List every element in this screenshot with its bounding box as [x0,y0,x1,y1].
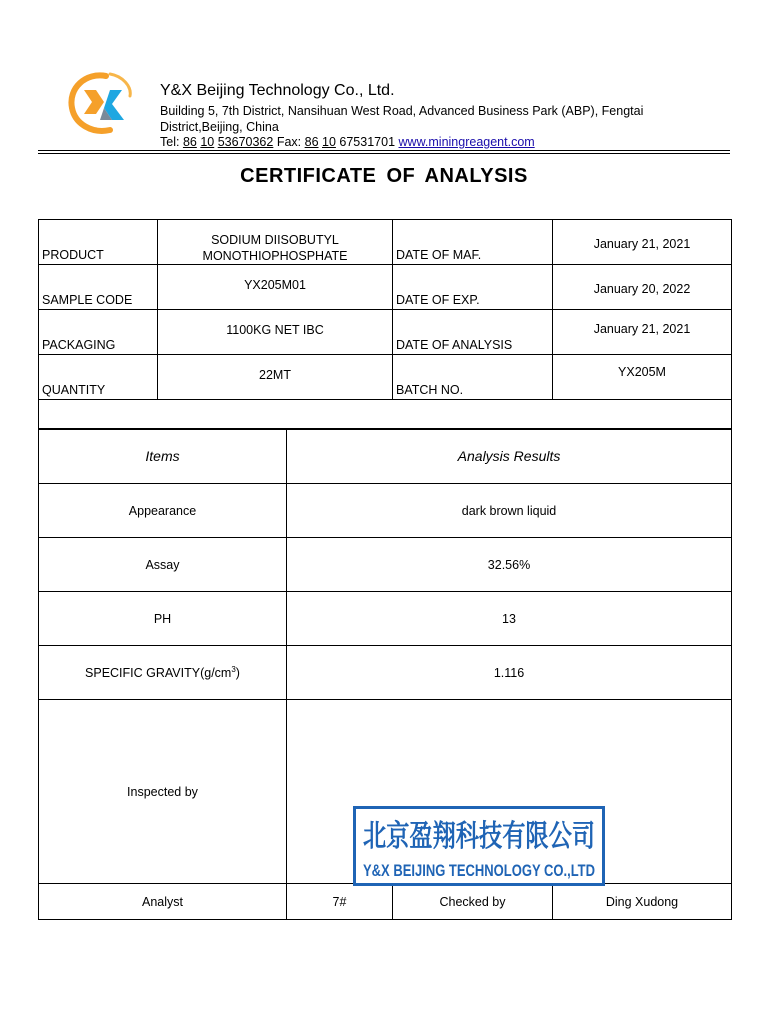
yx-logo-icon [66,70,136,136]
info-row-packaging [39,310,732,355]
product-value [158,220,393,265]
product-label: PRODUCT [39,220,158,265]
packaging-value: 1100KG NET IBC [158,310,393,355]
date-analysis-label: DATE OF ANALYSIS [393,310,553,355]
tel-area-code: 10 [200,135,215,149]
signature-row [39,884,732,920]
table-row [39,484,732,538]
packaging-label: PACKAGING [39,310,158,355]
sg-label: SPECIFIC GRAVITY(g/cm [85,666,232,681]
fax-country-code: 86 [304,135,319,149]
results-header: Analysis Results [287,429,732,484]
date-maf-value: January 21, 2021 [553,220,732,265]
info-row-quantity [39,355,732,400]
fax-area-code: 10 [322,135,336,149]
table-row [39,646,732,700]
sample-code-label: SAMPLE CODE [39,265,158,310]
document-title: CERTIFICATE OF ANALYSIS [240,165,528,187]
batch-value: YX205M [553,355,732,400]
analysis-header-row [39,429,732,484]
address-line-1: Building 5, 7th District, Nansihuan West Road, Advanced Business Park (ABP), Fengtai [160,104,644,118]
analyst-value: 7# [287,884,393,920]
item-appearance: Appearance [39,484,287,538]
product-value-line2: MONOTHIOPHOSPHATE [202,249,348,263]
tel-label: Tel: [160,135,180,149]
table-row [39,538,732,592]
header-divider [38,150,730,151]
item-ph: PH [39,592,287,646]
quantity-value: 22MT [158,355,393,400]
date-maf-label: DATE OF MAF. [393,220,553,265]
item-assay: Assay [39,538,287,592]
tel-number: 53670362 [217,135,274,149]
sg-superscript: 3 [231,664,236,674]
address-line-2: District,Beijing, China [160,120,279,134]
sg-suffix: ) [235,666,240,681]
date-analysis-value: January 21, 2021 [553,310,732,355]
items-header: Items [39,429,287,484]
sample-code-value: YX205M01 [158,265,393,310]
stamp-chinese-text: 北京盈翔科技有限公司 [363,819,595,854]
header-divider-thin [38,153,730,154]
fax-label: Fax: [276,135,302,149]
item-specific-gravity [39,646,287,700]
blank-cell [39,400,732,430]
product-value-line1: SODIUM DIISOBUTYL [211,233,339,247]
result-ph: 13 [287,592,732,646]
info-row-sample [39,265,732,310]
result-appearance: dark brown liquid [287,484,732,538]
batch-label: BATCH NO. [393,355,553,400]
company-name: Y&X Beijing Technology Co., Ltd. [160,82,395,99]
result-assay: 32.56% [287,538,732,592]
info-row-product [39,220,732,265]
company-stamp [353,806,605,886]
company-contact [160,135,535,149]
fax-number: 67531701 [339,135,396,149]
tel-country-code: 86 [182,135,197,149]
info-row-blank [39,400,732,430]
inspected-label: Inspected by [39,700,287,884]
checked-value: Ding Xudong [553,884,732,920]
analyst-label: Analyst [39,884,287,920]
product-info-table [38,219,732,430]
date-exp-label: DATE OF EXP. [393,265,553,310]
result-specific-gravity: 1.116 [287,646,732,700]
quantity-label: QUANTITY [39,355,158,400]
table-row [39,592,732,646]
date-exp-value: January 20, 2022 [553,265,732,310]
website-link[interactable]: www.miningreagent.com [398,135,535,149]
stamp-english-text: Y&X BEIJING TECHNOLOGY CO.,LTD [363,861,595,880]
checked-label: Checked by [393,884,553,920]
company-address [160,103,720,135]
